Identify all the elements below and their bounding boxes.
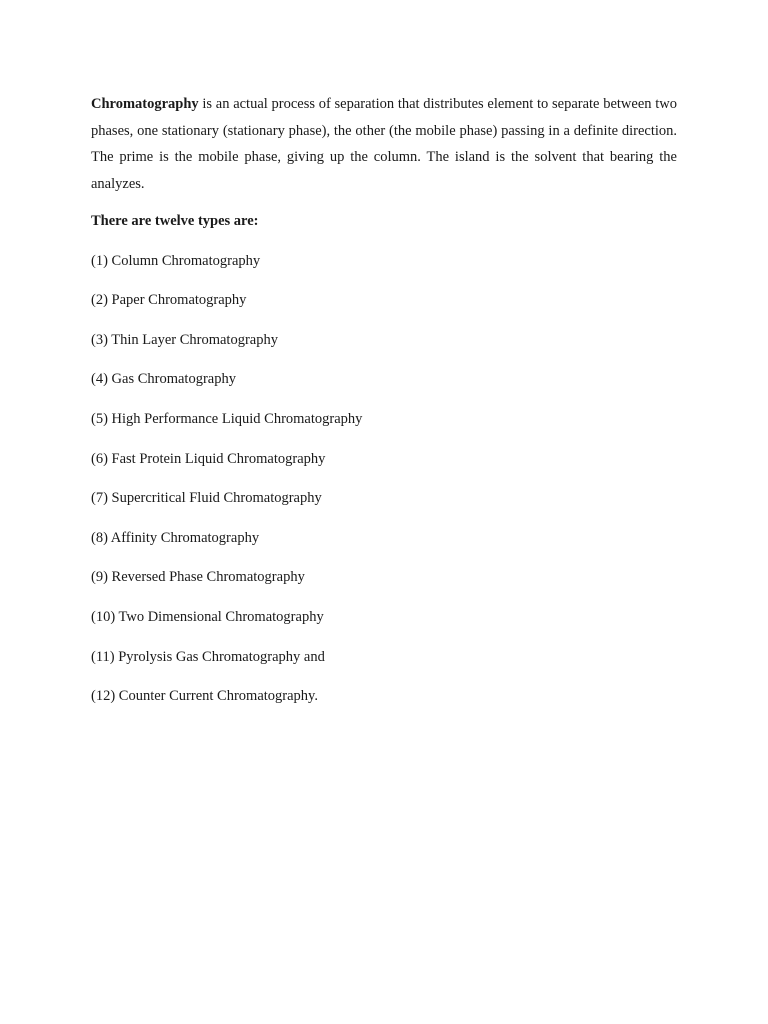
intro-term: Chromatography	[91, 96, 199, 112]
list-item: (5) High Performance Liquid Chromatography	[91, 410, 363, 427]
intro-paragraph	[91, 91, 677, 197]
list-item: (4) Gas Chromatography	[91, 371, 236, 388]
list-item: (10) Two Dimensional Chromatography	[91, 608, 324, 625]
list-item: (7) Supercritical Fluid Chromatography	[91, 490, 322, 507]
types-heading: There are twelve types are:	[91, 213, 259, 229]
document-page	[91, 91, 677, 706]
intro-text: is an actual process of separation that distributes element to separate between two phases, one stationary (stationary phase), the other (the mobile phase) passing in a definite direction. The prime is the mobile phase, giving up the column. The island is the solvent that bearing the analyzes.	[91, 96, 677, 192]
list-item: (6) Fast Protein Liquid Chromatography	[91, 450, 326, 467]
list-item: (12) Counter Current Chromatography.	[91, 688, 318, 705]
list-item: (1) Column Chromatography	[91, 252, 261, 269]
list-item: (3) Thin Layer Chromatography	[91, 331, 278, 348]
types-list	[91, 251, 677, 707]
list-item: (8) Affinity Chromatography	[91, 529, 260, 546]
list-item: (11) Pyrolysis Gas Chromatography and	[91, 648, 325, 665]
list-item: (2) Paper Chromatography	[91, 292, 247, 309]
list-item: (9) Reversed Phase Chromatography	[91, 569, 305, 586]
